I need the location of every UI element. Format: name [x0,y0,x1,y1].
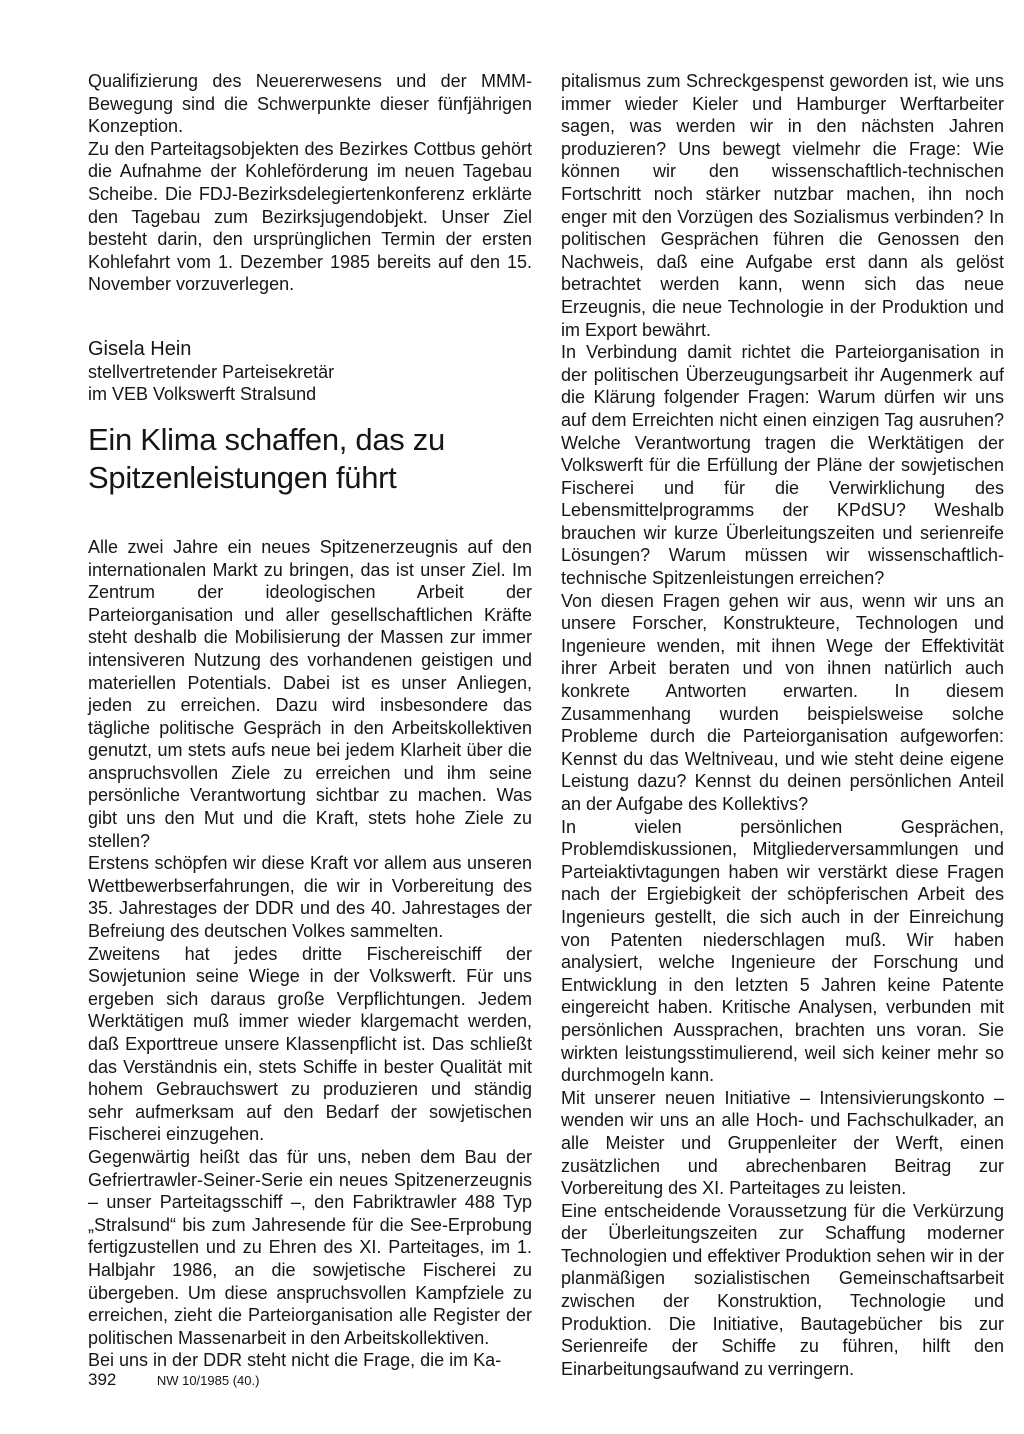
article-title [88,421,532,497]
right-paragraph-2: In Verbindung damit richtet die Parteiorganisation in der politischen Überzeugungsarbeit ihr Augenmerk auf die Klärung folgender Fragen: Warum dürfen wir uns auf dem Erreichten nicht einen einzigen Tag ausruhen? Welche Verantwortung tragen die Werktätigen der Volkswerft für die Erfüllung der Pläne der sowjetischen Fischerei und für die Verwirklichung des Lebensmittelprogramms der KPdSU? Weshalb brauchen wir kurze Überleitungszeiten und serienreife Lösungen? Warum müssen wir wissenschaftlich-technische Spitzenleistungen erreichen? [561,342,1004,589]
article-title-line-2: Spitzenleistungen führt [88,459,397,495]
author-name: Gisela Hein [88,337,192,360]
body-paragraph-4: Gegenwärtig heißt das für uns, neben dem Bau der Gefriertrawler-Seiner-Serie ein neues Spitzenerzeugnis – unser Parteitagsschiff –, den Fabriktrawler 488 Typ „Stralsund“ bis zum Jahresende für die See-Erprobung fertigzustellen und zu Ehren des XI. Parteitages, im 1. Halbjahr 1986, an die sowjetische Fischerei zu übergeben. Um diese anspruchsvollen Kampfziele zu erreichen, zieht die Parteiorganisation alle Register der politischen Massenarbeit in den Arbeitskollektiven. [88,1146,532,1348]
intro-paragraph-1: Qualifizierung des Neuererwesens und der MMM-Bewegung sind die Schwerpunkte dieser fünfjährigen Konzeption. [88,71,532,137]
right-paragraph-3: Von diesen Fragen gehen wir aus, wenn wir uns an unsere Forscher, Konstrukteure, Technologen und Ingenieure wenden, mit ihnen Wege der Effektivität ihrer Arbeit beraten und von ihnen natürlich auch konkrete Antworten erwarten. In diesem Zusammenhang wurden beispielsweise solche Probleme durch die Parteiorganisation aufgeworfen: Kennst du das Weltniveau, und wie steht deine eigene Leistung dazu? Kennst du deinen persönlichen Anteil an der Aufgabe des Kollektivs? [561,590,1004,814]
body-paragraph-5: Bei uns in der DDR steht nicht die Frage, die im Ka- [88,1350,502,1371]
page-number: 392 [88,1370,117,1389]
page-footer [88,1371,259,1390]
right-paragraph-5: Mit unserer neuen Initiative – Intensivierungskonto – wenden wir uns an alle Hoch- und Fachschulkader, an alle Meister und Gruppenleiter der Werft, einen zusätzlichen und abrechenbaren Beitrag zur Vorbereitung des XI. Parteitages zu leisten. [561,1087,1004,1199]
author-role-line-1: stellvertretender Parteisekretär [88,361,335,382]
body-paragraph-2: Erstens schöpfen wir diese Kraft vor allem aus unseren Wettbewerbserfahrungen, die wir in Vorbereitung des 35. Jahrestages der DDR und des 40. Jahrestages der Befreiung des deutschen Volkes sammelten. [88,853,532,942]
right-column [561,70,1004,1380]
author-role-line-2: im VEB Volkswerft Stralsund [88,383,317,404]
left-column [88,70,532,1372]
author-block [88,338,532,405]
right-paragraph-6: Eine entscheidende Voraussetzung für die Verkürzung der Überleitungszeiten zur Schaffung moderner Technologien und effektiver Produktion sehen wir in der planmäßigen sozialistischen Gemeinschaftsarbeit zwischen der Konstruktion, Technologie und Produktion. Die Initiative, Bautagebücher bis zur Serienreife der Schiffe zu führen, hilft den Einarbeitungsaufwand zu verringern. [561,1200,1004,1379]
article-title-line-1: Ein Klima schaffen, das zu [88,421,445,457]
right-paragraph-4: In vielen persönlichen Gesprächen, Problemdiskussionen, Mitgliederversammlungen und Parteiaktivtagungen haben wir verstärkt diese Fragen nach der Ergiebigkeit der schöpferischen Arbeit des Ingenieurs gestellt, die sich auch in der Einreichung von Patenten niederschlagen muß. Wir haben analysiert, welche Ingenieure der Forschung und Entwicklung in den letzten 5 Jahren keine Patente eingereicht haben. Kritische Analysen, verbunden mit persönlichen Aussprachen, brachten uns voran. Sie wirkten leistungsstimulierend, weil sich keiner mehr so durchmogeln kann. [561,816,1004,1086]
right-paragraph-1: pitalismus zum Schreckgespenst geworden ist, wie uns immer wieder Kieler und Hamburger Werftarbeiter sagen, was werden wir in den nächsten Jahren produzieren? Uns bewegt vielmehr die Frage: Wie können wir den wissenschaftlich-technischen Fortschritt noch stärker nutzbar machen, ihn noch enger mit den Vorzügen des Sozialismus verbinden? In politischen Gesprächen führen die Genossen den Nachweis, daß eine Aufgabe erst dann als gelöst betrachtet werden kann, wenn sich das neue Erzeugnis, die neue Technologie in der Produktion und im Export bewährt. [561,71,1004,340]
body-paragraph-3: Zweitens hat jedes dritte Fischereischiff der Sowjetunion seine Wiege in der Volkswerft. Für uns ergeben sich daraus große Verpflichtungen. Jedem Werktätigen muß immer wieder klargemacht werden, daß Exporttreue unsere Klassenpflicht ist. Das schließt das Verständnis ein, stets Schiffe in bester Qualität mit hohem Gebrauchswert zu produzieren und ständig sehr aufmerksam auf den Bedarf der sowjetischen Fischerei einzugehen. [88,943,532,1145]
issue-reference: NW 10/1985 (40.) [156,1373,260,1388]
body-paragraph-1: Alle zwei Jahre ein neues Spitzenerzeugnis auf den internationalen Markt zu bringen, das ist unser Ziel. Im Zentrum der ideologischen Arbeit der Parteiorganisation und aller gesellschaftlichen Kräfte steht deshalb die Mobilisierung der Massen zur immer intensiveren Nutzung des vorhandenen geistigen und materiellen Potentials. Dabei ist es unser Anliegen, jeden zu erreichen. Dazu wird insbesondere das tägliche politische Gespräch in den Arbeitskollektiven genutzt, um stets aufs neue bei jedem Klarheit über die anspruchsvollen Ziele zu erreichen und ihm seine persönliche Verantwortung sichtbar zu machen. Was gibt uns den Mut und die Kraft, stets hohe Ziele zu stellen? [88,536,532,851]
intro-paragraph-2: Zu den Parteitagsobjekten des Bezirkes Cottbus gehört die Aufnahme der Kohleförderung im neuen Tagebau Scheibe. Die FDJ-Bezirksdelegiertenkonferenz erklärte den Tagebau zum Bezirksjugendobjekt. Unser Ziel besteht darin, den ursprünglichen Termin der ersten Kohlefahrt vom 1. Dezember 1985 bereits auf den 15. November vorzuverlegen. [88,138,532,295]
